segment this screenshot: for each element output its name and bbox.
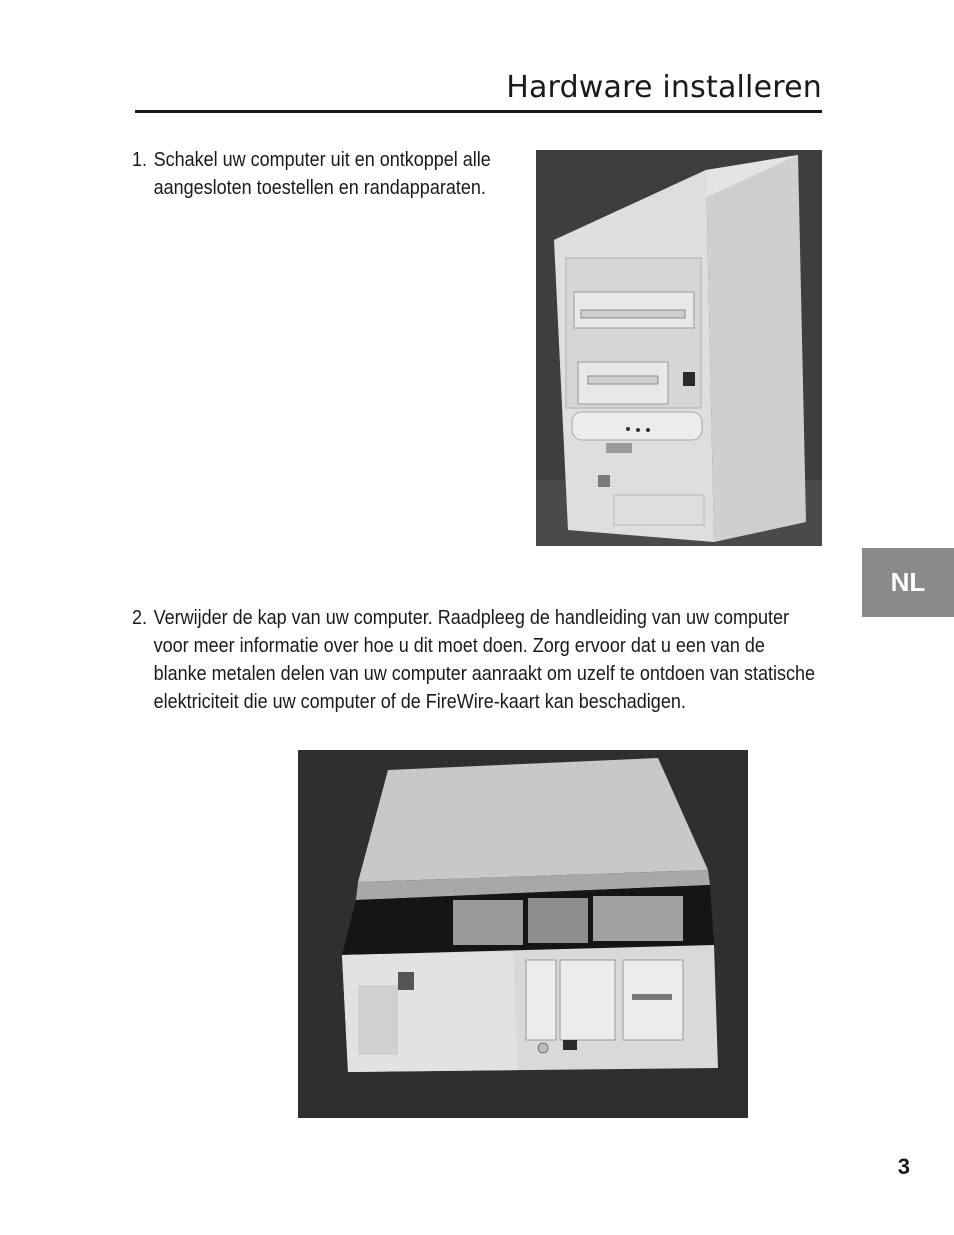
title-rule (135, 110, 822, 113)
step-1 (132, 146, 506, 202)
open-computer-case-photo (298, 750, 748, 1118)
page-number: 3 (897, 1154, 910, 1179)
step-2-number: 2. (132, 607, 148, 629)
step-1-number: 1. (132, 149, 148, 171)
step-2 (132, 604, 816, 716)
language-tab: NL (862, 548, 954, 617)
page-title: Hardware installeren (506, 70, 822, 105)
step-1-text: Schakel uw computer uit en ontkoppel alle aangesloten toestellen en randapparaten. (153, 149, 491, 199)
tower-computer-photo (536, 150, 822, 546)
step-2-text: Verwijder de kap van uw computer. Raadpleeg de handleiding van uw computer voor meer informatie over hoe u dit moet doen. Zorg ervoor dat u een van de blanke metalen delen van uw computer aanraakt om uzelf te ontdoen van statische elektriciteit die uw computer of de FireWire-kaart kan beschadigen. (153, 607, 816, 713)
